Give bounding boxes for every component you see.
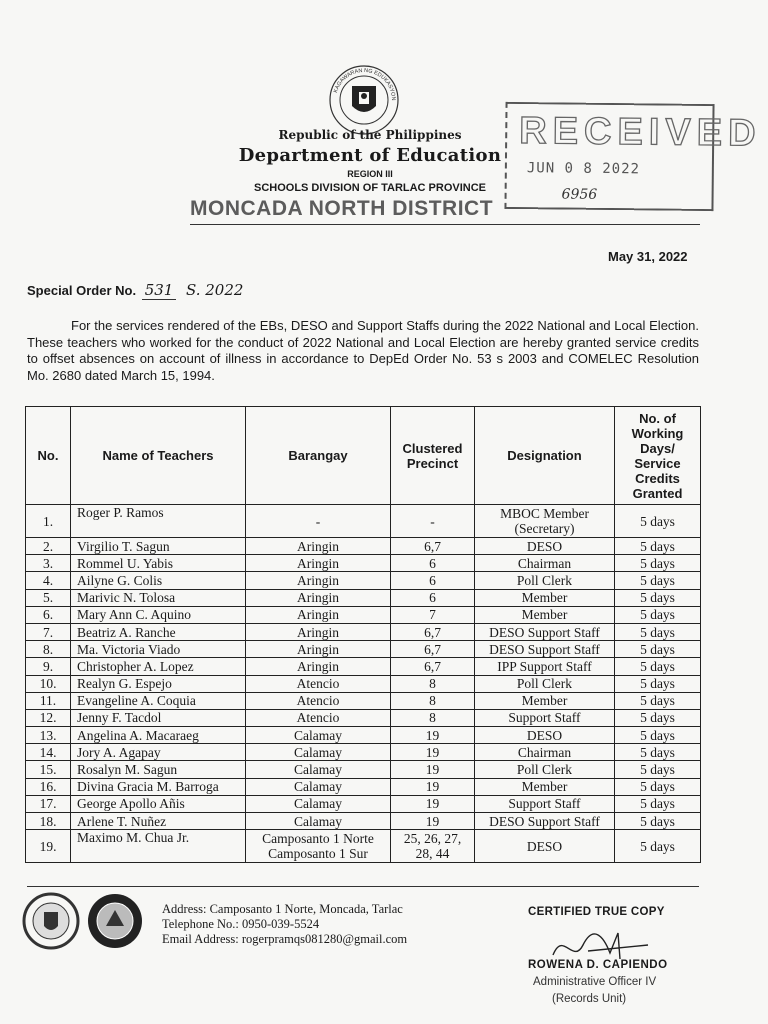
cell-designation: DESO Support Staff <box>475 641 615 658</box>
table-row <box>26 589 701 606</box>
cell-name: George Apollo Añis <box>71 795 246 812</box>
cell-designation: Poll Clerk <box>475 675 615 692</box>
header-divider <box>190 224 700 225</box>
cell-designation: DESO Support Staff <box>475 813 615 830</box>
cell-designation: DESO <box>475 538 615 555</box>
cell-no: 8. <box>26 641 71 658</box>
cell-credits: 5 days <box>615 538 701 555</box>
cell-designation: Poll Clerk <box>475 761 615 778</box>
cell-precinct: 6 <box>391 589 475 606</box>
order-label: Special Order No. <box>27 283 137 298</box>
cell-no: 12. <box>26 709 71 726</box>
cell-precinct: 7 <box>391 606 475 623</box>
cell-barangay: Atencio <box>246 675 391 692</box>
cell-designation: IPP Support Staff <box>475 658 615 675</box>
cell-name: Jory A. Agapay <box>71 744 246 761</box>
cell-no: 5. <box>26 589 71 606</box>
header-credits: No. of Working Days/ Service Credits Granted <box>615 407 701 505</box>
republic-heading: Republic of the Philippines <box>278 128 462 142</box>
cell-credits: 5 days <box>615 572 701 589</box>
table-row <box>26 692 701 709</box>
cell-precinct: 6,7 <box>391 658 475 675</box>
cell-precinct: 25, 26, 27, 28, 44 <box>391 830 475 863</box>
cell-designation: DESO <box>475 830 615 863</box>
cell-precinct: 19 <box>391 727 475 744</box>
cell-name: Ma. Victoria Viado <box>71 641 246 658</box>
certified-true-copy: CERTIFIED TRUE COPY <box>528 906 665 918</box>
cell-barangay: Aringin <box>246 555 391 572</box>
cell-no: 3. <box>26 555 71 572</box>
cell-barangay: Atencio <box>246 709 391 726</box>
cell-credits: 5 days <box>615 830 701 863</box>
received-stamp <box>504 102 762 211</box>
cell-barangay: Aringin <box>246 623 391 640</box>
cell-name: Divina Gracia M. Barroga <box>71 778 246 795</box>
cell-precinct: 19 <box>391 778 475 795</box>
cell-name: Ailyne G. Colis <box>71 572 246 589</box>
school-logo-icon <box>86 892 144 950</box>
cell-credits: 5 days <box>615 692 701 709</box>
table-row <box>26 538 701 555</box>
cell-name: Evangeline A. Coquia <box>71 692 246 709</box>
cell-no: 18. <box>26 813 71 830</box>
cell-precinct: 6,7 <box>391 538 475 555</box>
table-row <box>26 727 701 744</box>
cell-name: Realyn G. Espejo <box>71 675 246 692</box>
cell-barangay: Aringin <box>246 589 391 606</box>
cell-precinct: 19 <box>391 744 475 761</box>
order-number: 531 <box>142 281 177 300</box>
cell-precinct: 8 <box>391 675 475 692</box>
stamp-date: JUN 0 8 2022 <box>526 160 641 178</box>
cell-no: 17. <box>26 795 71 812</box>
region-heading: REGION III <box>347 169 393 179</box>
cell-name: Arlene T. Nuñez <box>71 813 246 830</box>
cell-name: Angelina A. Macaraeg <box>71 727 246 744</box>
table-body <box>26 505 701 863</box>
deped-seal-icon <box>328 64 400 136</box>
cell-name: Jenny F. Tacdol <box>71 709 246 726</box>
cell-barangay: Calamay <box>246 761 391 778</box>
cell-designation: Support Staff <box>475 795 615 812</box>
cell-barangay: Calamay <box>246 795 391 812</box>
order-paragraph: For the services rendered of the EBs, DESO and Support Staffs during the 2022 National and Local Election. These teachers who worked for the conduct of 2022 National and Local Election are hereby granted service credits to offset absences on account of illness in accordance to DepEd Order No. 53 s 2003 and COMELEC Resolution Mo. 2680 dated March 15, 1994. <box>27 318 699 383</box>
cell-precinct: 8 <box>391 709 475 726</box>
cell-credits: 5 days <box>615 555 701 572</box>
signatory-unit: (Records Unit) <box>552 993 627 1005</box>
cell-name: Roger P. Ramos <box>71 505 246 538</box>
cell-name: Christopher A. Lopez <box>71 658 246 675</box>
cell-barangay: Camposanto 1 Norte Camposanto 1 Sur <box>246 830 391 863</box>
cell-name: Beatriz A. Ranche <box>71 623 246 640</box>
district-heading: MONCADA NORTH DISTRICT <box>190 197 494 220</box>
header-designation: Designation <box>475 407 615 505</box>
table-row <box>26 505 701 538</box>
cell-barangay: - <box>246 505 391 538</box>
cell-barangay: Calamay <box>246 813 391 830</box>
cell-designation: MBOC Member (Secretary) <box>475 505 615 538</box>
cell-precinct: 6 <box>391 572 475 589</box>
document-date: May 31, 2022 <box>608 249 688 264</box>
table-row <box>26 675 701 692</box>
cell-credits: 5 days <box>615 589 701 606</box>
header-barangay: Barangay <box>246 407 391 505</box>
seal-ring-text: KAGAWARAN NG EDUKASYON <box>333 67 397 101</box>
cell-credits: 5 days <box>615 641 701 658</box>
division-heading: SCHOOLS DIVISION OF TARLAC PROVINCE <box>253 182 487 194</box>
cell-credits: 5 days <box>615 623 701 640</box>
cell-no: 7. <box>26 623 71 640</box>
cell-barangay: Atencio <box>246 692 391 709</box>
cell-designation: DESO Support Staff <box>475 623 615 640</box>
cell-no: 16. <box>26 778 71 795</box>
stamp-number: 6956 <box>561 186 598 203</box>
district-logo-icon <box>22 892 80 950</box>
cell-credits: 5 days <box>615 813 701 830</box>
cell-no: 6. <box>26 606 71 623</box>
table-row <box>26 709 701 726</box>
cell-barangay: Aringin <box>246 572 391 589</box>
cell-precinct: 6,7 <box>391 641 475 658</box>
department-heading: Department of Education <box>238 145 502 166</box>
table-row <box>26 795 701 812</box>
order-series: S. 2022 <box>185 281 244 299</box>
table-row <box>26 813 701 830</box>
cell-name: Rommel U. Yabis <box>71 555 246 572</box>
table-row <box>26 761 701 778</box>
footer-telephone: Telephone No.: 0950-039-5524 <box>162 917 320 931</box>
cell-designation: Member <box>475 589 615 606</box>
cell-credits: 5 days <box>615 778 701 795</box>
cell-no: 9. <box>26 658 71 675</box>
header-precinct: Clustered Precinct <box>391 407 475 505</box>
cell-designation: Chairman <box>475 744 615 761</box>
cell-barangay: Aringin <box>246 606 391 623</box>
cell-precinct: - <box>391 505 475 538</box>
teachers-table <box>25 406 701 863</box>
cell-designation: Chairman <box>475 555 615 572</box>
cell-designation: Member <box>475 692 615 709</box>
header-no: No. <box>26 407 71 505</box>
footer-address: Address: Camposanto 1 Norte, Moncada, Tarlac <box>162 902 403 916</box>
cell-no: 13. <box>26 727 71 744</box>
table-row <box>26 555 701 572</box>
footer-divider <box>27 886 699 887</box>
cell-precinct: 19 <box>391 813 475 830</box>
cell-credits: 5 days <box>615 744 701 761</box>
cell-no: 14. <box>26 744 71 761</box>
cell-designation: Poll Clerk <box>475 572 615 589</box>
cell-designation: Support Staff <box>475 709 615 726</box>
cell-credits: 5 days <box>615 658 701 675</box>
cell-no: 11. <box>26 692 71 709</box>
cell-barangay: Calamay <box>246 727 391 744</box>
stamp-label: RECEIVED <box>519 110 762 155</box>
cell-name: Rosalyn M. Sagun <box>71 761 246 778</box>
signatory-name: ROWENA D. CAPIENDO <box>528 959 668 971</box>
table-row <box>26 623 701 640</box>
cell-no: 19. <box>26 830 71 863</box>
cell-credits: 5 days <box>615 795 701 812</box>
cell-barangay: Aringin <box>246 538 391 555</box>
cell-precinct: 6,7 <box>391 623 475 640</box>
cell-no: 2. <box>26 538 71 555</box>
cell-credits: 5 days <box>615 727 701 744</box>
cell-no: 10. <box>26 675 71 692</box>
table-row <box>26 658 701 675</box>
cell-designation: DESO <box>475 727 615 744</box>
cell-precinct: 8 <box>391 692 475 709</box>
footer-email: Email Address: rogerpramqs081280@gmail.com <box>162 932 408 946</box>
cell-name: Marivic N. Tolosa <box>71 589 246 606</box>
cell-name: Maximo M. Chua Jr. <box>71 830 246 863</box>
header-name: Name of Teachers <box>71 407 246 505</box>
cell-credits: 5 days <box>615 761 701 778</box>
table-row <box>26 641 701 658</box>
signatory-position: Administrative Officer IV <box>533 976 657 988</box>
table-row <box>26 606 701 623</box>
cell-barangay: Calamay <box>246 778 391 795</box>
cell-barangay: Calamay <box>246 744 391 761</box>
cell-no: 4. <box>26 572 71 589</box>
cell-precinct: 19 <box>391 761 475 778</box>
cell-precinct: 6 <box>391 555 475 572</box>
cell-designation: Member <box>475 606 615 623</box>
cell-name: Mary Ann C. Aquino <box>71 606 246 623</box>
cell-credits: 5 days <box>615 606 701 623</box>
table-row <box>26 830 701 863</box>
cell-precinct: 19 <box>391 795 475 812</box>
special-order <box>27 281 243 299</box>
table-row <box>26 778 701 795</box>
cell-credits: 5 days <box>615 505 701 538</box>
cell-credits: 5 days <box>615 675 701 692</box>
cell-credits: 5 days <box>615 709 701 726</box>
cell-designation: Member <box>475 778 615 795</box>
cell-barangay: Aringin <box>246 658 391 675</box>
table-header-row <box>26 407 701 505</box>
cell-no: 15. <box>26 761 71 778</box>
cell-name: Virgilio T. Sagun <box>71 538 246 555</box>
cell-barangay: Aringin <box>246 641 391 658</box>
table-row <box>26 572 701 589</box>
table-row <box>26 744 701 761</box>
cell-no: 1. <box>26 505 71 538</box>
